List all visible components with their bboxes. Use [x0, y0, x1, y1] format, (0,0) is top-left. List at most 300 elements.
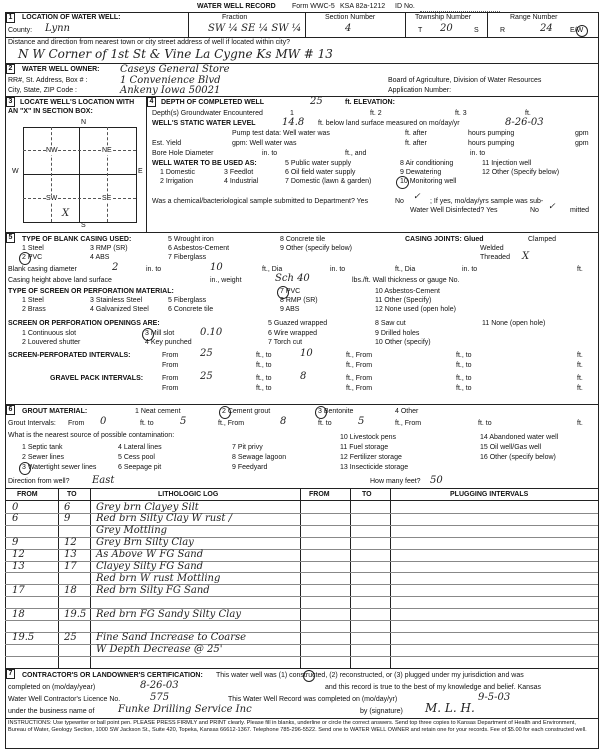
distance-value[interactable]: N W Corner of 1st St & Vine La Cygne Ks MW # 13	[18, 47, 333, 61]
use-2[interactable]: 2 Irrigation	[160, 178, 194, 185]
screen-9[interactable]: 9 ABS	[280, 306, 300, 313]
gi-to3-label: ft. to	[478, 420, 492, 427]
board-label: Board of Agriculture, Division of Water Resources	[388, 77, 542, 84]
township-t: T	[418, 27, 423, 34]
depth-unit: ft. ELEVATION:	[345, 99, 395, 106]
log-row-line	[5, 537, 598, 538]
section-3-number: 3	[6, 97, 15, 107]
gi-from[interactable]: 0	[100, 416, 107, 427]
log-col-line	[390, 488, 391, 668]
casing-8[interactable]: 8 Concrete tile	[280, 236, 326, 243]
spi-from2-label: ft., From	[346, 352, 373, 359]
screen-4[interactable]: 4 Galvanized Steel	[90, 306, 149, 313]
pump-label: Pump test data: Well water was	[232, 130, 330, 137]
chem-label: Was a chemical/bacteriological sample submitted to Department? Yes	[152, 198, 369, 205]
contam-10[interactable]: 10 Livestock pens	[340, 434, 397, 441]
yield-hours: hours pumping	[468, 140, 515, 147]
grid-w: W	[12, 168, 19, 175]
diam-ft[interactable]: 10	[210, 262, 223, 273]
gp-from-label-2: From	[162, 385, 179, 392]
casing-2[interactable]: 2 PVC	[22, 254, 43, 261]
range-value[interactable]: 24	[540, 23, 553, 34]
casing-7[interactable]: 7 Fiberglass	[168, 254, 207, 261]
chem-no-check: ✓	[413, 192, 421, 202]
s1-label: LOCATION OF WATER WELL:	[22, 14, 121, 21]
screen-8[interactable]: 8 RMP (SR)	[280, 297, 318, 304]
use-12[interactable]: 12 Other (Specify below)	[482, 169, 560, 176]
log-from[interactable]: 13	[12, 561, 25, 572]
use-8[interactable]: 8 Air conditioning	[400, 160, 454, 167]
screen-5[interactable]: 5 Fiberglass	[168, 297, 207, 304]
gp-ft-2: ft.	[577, 385, 583, 392]
gp-to2-label-2: ft., to	[456, 385, 472, 392]
record-label: This Water Well Record was completed on (mo/day/yr)	[228, 696, 398, 703]
log-row-line	[5, 620, 598, 621]
contam-14[interactable]: 14 Abandoned water well	[480, 434, 559, 441]
log-desc[interactable]: Red brn FG Sandy Silty Clay	[96, 608, 241, 620]
use-3[interactable]: 3 Feedlot	[224, 169, 254, 176]
threaded-mark: X	[522, 251, 530, 262]
divider	[5, 488, 598, 489]
record-date[interactable]: 9-5-03	[478, 692, 511, 703]
log-desc[interactable]: Clayey Silty FG Sand	[96, 561, 204, 572]
spi-to-label-2: ft., to	[256, 362, 272, 369]
screen-10[interactable]: 10 Asbestos-Cement	[375, 288, 440, 295]
divider	[487, 12, 488, 37]
section-2-number: 2	[6, 64, 15, 74]
s2-label: WATER WELL OWNER:	[22, 66, 100, 73]
section-grid-box[interactable]	[23, 127, 137, 223]
use-11[interactable]: 11 Injection well	[482, 160, 532, 167]
contam-label: What is the nearest source of possible contamination:	[8, 432, 175, 439]
cert-text-2: and this record is true to the best of my knowledge and belief. Kansas	[325, 684, 541, 691]
open-10[interactable]: 10 Other (specify)	[375, 339, 431, 346]
chem-no[interactable]: No	[395, 198, 404, 205]
grout-1[interactable]: 1 Neat cement	[135, 408, 181, 415]
contam-9[interactable]: 9 Feedyard	[232, 464, 268, 471]
grid-line	[23, 150, 136, 151]
swl-label: WELL'S STATIC WATER LEVEL	[152, 120, 256, 127]
diam-in2: in. to	[462, 266, 478, 273]
disinfected-check: ✓	[548, 202, 556, 212]
divider	[5, 404, 598, 405]
diam-to: in. to	[146, 266, 162, 273]
spi-to[interactable]: 10	[300, 348, 313, 359]
open-label: SCREEN OR PERFORATION OPENINGS ARE:	[8, 320, 160, 327]
section-value[interactable]: 4	[345, 23, 352, 34]
gp-to-label: ft., to	[256, 375, 272, 382]
diam-ft2: ft., Dia	[395, 266, 416, 273]
log-col-line	[58, 488, 59, 668]
ksa-number: KSA 82a-1212	[340, 3, 386, 10]
height-in: in., weight	[210, 277, 242, 284]
county-label: County:	[8, 27, 33, 34]
s3-label: LOCATE WELL'S LOCATION WITH	[20, 99, 135, 106]
grid-line	[107, 127, 108, 222]
log-row-line	[5, 608, 598, 609]
open-5[interactable]: 5 Guazed wrapped	[268, 320, 328, 327]
gp-from2-label-2: ft., From	[346, 385, 373, 392]
swl-text: ft. below land surface measured on mo/day/yr	[318, 120, 460, 127]
log-to[interactable]: 6	[64, 501, 71, 513]
spi-label: SCREEN-PERFORATED INTERVALS:	[8, 352, 131, 359]
lic-label: Water Well Contractor's Licence No.	[8, 696, 121, 703]
log-header-litho: LITHOLOGIC LOG	[158, 491, 219, 498]
log-row-line	[5, 561, 598, 562]
grid-se: SE	[102, 195, 112, 202]
divider	[5, 718, 598, 719]
casing-3[interactable]: 3 RMP (SR)	[90, 245, 128, 252]
grid-e: E	[138, 168, 143, 175]
log-row-line	[5, 549, 598, 550]
contam-15[interactable]: 15 Oil well/Gas well	[480, 444, 542, 451]
location-mark: X	[62, 208, 70, 219]
grout-2-circle	[219, 406, 231, 419]
signature[interactable]: M. L. H.	[425, 701, 475, 715]
contam-11[interactable]: 11 Fuel storage	[340, 444, 389, 451]
spi-from2-label-2: ft., From	[346, 362, 373, 369]
log-desc[interactable]: Grey Brn Silty Clay	[96, 537, 194, 549]
log-to[interactable]: 19.5	[64, 608, 87, 620]
log-to[interactable]: 25	[64, 632, 77, 644]
yield-gpm: gpm: Well water was	[232, 140, 297, 147]
divider	[5, 232, 598, 233]
gp-from2-label: ft., From	[346, 375, 373, 382]
use-10[interactable]: 10 Monitoring well	[400, 178, 457, 185]
gi-label: Grout Intervals:	[8, 420, 56, 427]
form-number: Form WWC-5	[292, 3, 335, 10]
depth-value[interactable]: 25	[310, 96, 323, 107]
open-4[interactable]: 4 Key punched	[145, 339, 192, 346]
spi-from[interactable]: 25	[200, 348, 213, 359]
divider	[5, 37, 598, 38]
casing-1[interactable]: 1 Steel	[22, 245, 44, 252]
spi-ft: ft.	[577, 352, 583, 359]
screen-6[interactable]: 6 Concrete tile	[168, 306, 214, 313]
lic-value[interactable]: 575	[150, 692, 170, 703]
township-s: S	[474, 27, 479, 34]
contam-4[interactable]: 4 Lateral lines	[118, 444, 162, 451]
form-title: WATER WELL RECORD	[197, 3, 276, 10]
gi-from2-label: ft., From	[218, 420, 245, 427]
log-from[interactable]: 9	[12, 537, 19, 549]
casing-4[interactable]: 4 ABS	[90, 254, 110, 261]
log-col-line	[90, 488, 91, 668]
gi-end: ft.	[577, 420, 583, 427]
log-desc[interactable]: Grey Mottling	[96, 525, 168, 537]
use-1[interactable]: 1 Domestic	[160, 169, 196, 176]
log-col-line	[300, 488, 301, 668]
log-row-line	[5, 572, 598, 573]
casing-5[interactable]: 5 Wrought iron	[168, 236, 214, 243]
log-desc[interactable]: As Above W FG Sand	[96, 549, 204, 561]
section-4-number: 4	[147, 97, 156, 107]
yield-after: ft. after	[405, 140, 427, 147]
chem-mitted: mitted	[570, 207, 590, 214]
weight-rest: lbs./ft. Wall thickness or gauge No.	[352, 277, 460, 284]
grid-s: S	[81, 222, 86, 229]
contam-12[interactable]: 12 Fertilizer storage	[340, 454, 402, 461]
log-to[interactable]: 9	[64, 513, 71, 525]
s3-label-2: AN "X" IN SECTION BOX:	[8, 108, 93, 115]
completed-value[interactable]: 8-26-03	[140, 680, 179, 691]
log-row-line	[5, 596, 598, 597]
dir-value[interactable]: East	[92, 475, 115, 486]
diam-rest: ft., Dia	[262, 266, 283, 273]
gi-to-label: ft. to	[140, 420, 154, 427]
divider	[5, 63, 598, 64]
township-label: Township Number	[415, 14, 472, 21]
log-to[interactable]: 17	[64, 561, 77, 572]
slot-size[interactable]: 0.10	[200, 327, 223, 338]
grid-line	[51, 127, 52, 222]
business-value[interactable]: Funke Drilling Service Inc	[118, 704, 252, 715]
log-row-line	[5, 656, 598, 657]
use-10-circle	[396, 176, 409, 189]
section-6-number: 6	[6, 405, 15, 415]
log-header-plug: PLUGGING INTERVALS	[450, 491, 529, 498]
divider	[305, 12, 306, 37]
joints-clamped[interactable]: Clamped	[528, 236, 557, 243]
business-label: under the business name of	[8, 708, 95, 715]
log-from[interactable]: 19.5	[12, 632, 35, 644]
gi-to2[interactable]: 5	[358, 416, 365, 427]
log-header-from: FROM	[17, 491, 38, 498]
section-5-number: 5	[6, 233, 15, 243]
casing-9[interactable]: 9 Other (specify below)	[280, 245, 352, 252]
county-value[interactable]: Lynn	[45, 23, 70, 34]
section-1-number: 1	[6, 13, 15, 23]
gw-3: ft. 3	[455, 110, 467, 117]
log-desc[interactable]: Red brn Silty Clay W rust /	[96, 513, 232, 525]
log-header-to2: TO	[362, 491, 372, 498]
log-from[interactable]: 12	[12, 549, 25, 561]
gp-from[interactable]: 25	[200, 371, 213, 382]
contam-13[interactable]: 13 Insecticide storage	[340, 464, 409, 471]
gw-1: 1	[290, 110, 294, 117]
grout-3-circle	[315, 406, 327, 419]
divider	[405, 12, 406, 37]
gw-2: ft. 2	[370, 110, 382, 117]
contam-7[interactable]: 7 Pit privy	[232, 444, 263, 451]
pump-gpm: gpm	[575, 130, 589, 137]
screen-12[interactable]: 12 None used (open hole)	[375, 306, 456, 313]
casing-label: TYPE OF BLANK CASING USED:	[22, 236, 132, 243]
divider	[188, 12, 189, 37]
gi-to[interactable]: 5	[180, 416, 187, 427]
grout-4[interactable]: 4 Other	[395, 408, 419, 415]
log-desc[interactable]: Grey brn Clayey Silt	[96, 501, 199, 513]
gp-from-label: From	[162, 375, 179, 382]
casing-2-circle	[19, 252, 31, 265]
contam-6[interactable]: 6 Seepage pit	[118, 464, 162, 471]
open-8[interactable]: 8 Saw cut	[375, 320, 406, 327]
joints-welded[interactable]: Welded	[480, 245, 504, 252]
diam-label: Blank casing diameter	[8, 266, 77, 273]
screen-label: TYPE OF SCREEN OR PERFORATION MATERIAL:	[8, 288, 174, 295]
grid-sw: SW	[46, 195, 58, 202]
diam-in: in. to	[330, 266, 346, 273]
use-4[interactable]: 4 Industrial	[224, 178, 259, 185]
open-6[interactable]: 6 Wire wrapped	[268, 330, 318, 337]
city-value[interactable]: Ankeny Iowa 50021	[120, 85, 221, 96]
bore-in: in. to	[262, 150, 278, 157]
range-e-circle	[576, 25, 588, 37]
chem-if: ; If yes, mo/day/yrs sample was sub-	[430, 198, 544, 205]
section-label: Section Number	[325, 14, 376, 21]
log-desc[interactable]: W Depth Decrease @ 25'	[96, 644, 223, 656]
height-label: Casing height above land surface	[8, 277, 112, 284]
log-to[interactable]: 18	[64, 584, 77, 596]
log-row-line	[5, 513, 598, 514]
city-label: City, State, ZIP Code :	[8, 87, 77, 94]
joints-threaded[interactable]: Threaded	[480, 254, 510, 261]
grid-nw: NW	[46, 147, 58, 154]
open-9[interactable]: 9 Drilled holes	[375, 330, 420, 337]
gp-ft: ft.	[577, 375, 583, 382]
divider	[5, 96, 598, 97]
contam-5[interactable]: 5 Cess pool	[118, 454, 155, 461]
grout-3[interactable]: 3 Bentonite	[318, 408, 354, 415]
swl-value[interactable]: 14.8	[282, 117, 305, 128]
open-3[interactable]: 3 Mill slot	[145, 330, 175, 337]
completed-label: completed on (mo/day/year)	[8, 684, 96, 691]
contam-8[interactable]: 8 Sewage lagoon	[232, 454, 287, 461]
spi-to2-label-2: ft., to	[456, 362, 472, 369]
contam-3-circle	[19, 462, 31, 475]
diam-ft3: ft.	[577, 266, 583, 273]
howmany-label: How many feet?	[370, 478, 421, 485]
use-label: WELL WATER TO BE USED AS:	[152, 160, 257, 167]
grid-n: N	[81, 119, 87, 126]
swl-date[interactable]: 8-26-03	[505, 117, 544, 128]
open-11[interactable]: 11 None (open hole)	[482, 320, 546, 327]
gp-to2-label: ft., to	[456, 375, 472, 382]
gp-to[interactable]: 8	[300, 371, 307, 382]
log-to[interactable]: 12	[64, 537, 77, 549]
grout-label: GROUT MATERIAL:	[22, 408, 88, 415]
gp-label: GRAVEL PACK INTERVALS:	[50, 375, 144, 382]
contam-1[interactable]: 1 Septic tank	[22, 444, 63, 451]
grout-2[interactable]: 2 Cement grout	[222, 408, 271, 415]
instructions: INSTRUCTIONS: Use typewriter or ball point pen. PLEASE PRESS FIRMLY and PRINT clearly. Please fill in blanks, underline or circle the correct answers. Send top three copies to Kansas Department of Health and Environment, Bureau of Water, Geology Section, 1000 SW Jackson St., Suite 420, Topeka, Kansas 66612-1367. Telephone 785-296-5522. Send one to WATER WELL OWNER and retain one for your records. Fee of $5.00 for each constructed well.	[8, 720, 587, 733]
screen-1[interactable]: 1 Steel	[22, 297, 44, 304]
log-row-line	[5, 584, 598, 585]
open-7[interactable]: 7 Torch cut	[268, 339, 303, 346]
open-2[interactable]: 2 Louvered shutter	[22, 339, 81, 346]
fraction-value[interactable]: SW ¼ SE ¼ SW ¼	[208, 23, 302, 34]
fraction-label: Fraction	[222, 14, 248, 21]
range-label: Range Number	[510, 14, 558, 21]
range-r: R	[500, 27, 506, 34]
disinfected-no[interactable]: No	[530, 207, 539, 214]
contam-2[interactable]: 2 Sewer lines	[22, 454, 65, 461]
owner-value[interactable]: Caseys General Store	[120, 64, 230, 75]
contam-3[interactable]: 3 Watertight sewer lines	[22, 464, 97, 471]
divider	[5, 500, 598, 501]
spi-to2-label: ft., to	[456, 352, 472, 359]
log-from[interactable]: 0	[12, 501, 19, 513]
contam-16[interactable]: 16 Other (specify below)	[480, 454, 556, 461]
gi-to2-label: ft. to	[318, 420, 332, 427]
cert-text-1: This water well was (1) constructed, (2) reconstructed, or (3) plugged under my jurisdiction and was	[216, 672, 524, 679]
by-label: by (signature)	[360, 708, 403, 715]
spi-to-label: ft., to	[256, 352, 272, 359]
log-desc[interactable]: Red brn W rust Mottling	[96, 572, 221, 584]
divider	[5, 668, 598, 669]
screen-2[interactable]: 2 Brass	[22, 306, 46, 313]
spi-from-label-2: From	[162, 362, 179, 369]
joints-label: CASING JOINTS: Glued	[405, 236, 484, 243]
open-1[interactable]: 1 Continuous slot	[22, 330, 77, 337]
appno-label: Application Number:	[388, 87, 452, 94]
use-9[interactable]: 9 Dewatering	[400, 169, 442, 176]
rr-label: RR#, St. Address, Box # :	[8, 77, 88, 84]
log-row-line	[5, 632, 598, 633]
casing-6[interactable]: 6 Asbestos-Cement	[168, 245, 230, 252]
diam-value[interactable]: 2	[112, 262, 119, 273]
yield-gpm-end: gpm	[575, 140, 589, 147]
use-6[interactable]: 6 Oil field water supply	[285, 169, 356, 176]
log-desc[interactable]: Fine Sand Increase to Coarse	[96, 632, 247, 644]
use-5[interactable]: 5 Public water supply	[285, 160, 352, 167]
bore-in2: in. to	[470, 150, 486, 157]
divider	[146, 96, 147, 232]
log-from[interactable]: 18	[12, 608, 25, 620]
gi-from2[interactable]: 8	[280, 416, 287, 427]
screen-3[interactable]: 3 Stainless Steel	[90, 297, 143, 304]
gw-end: ft.	[525, 110, 531, 117]
grid-line	[23, 198, 136, 199]
bore-label: Bore Hole Diameter	[152, 150, 214, 157]
section-7-number: 7	[6, 669, 15, 679]
gw-label: Depth(s) Groundwater Encountered	[152, 110, 263, 117]
rr-value[interactable]: 1 Convenience Blvd	[120, 75, 221, 86]
log-to[interactable]: 13	[64, 549, 77, 561]
log-row-line	[5, 525, 598, 526]
range-ew: E/W	[570, 27, 584, 34]
township-value[interactable]: 20	[440, 23, 453, 34]
gi-from-label: From	[68, 420, 85, 427]
gi-from3-label: ft., From	[395, 420, 422, 427]
bore-ft: ft., and	[345, 150, 367, 157]
id-no-label: ID No.	[395, 3, 415, 10]
grid-ne: NE	[102, 147, 112, 154]
constructed-circle	[303, 670, 315, 682]
howmany-value[interactable]: 50	[430, 475, 443, 486]
spi-from-label: From	[162, 352, 179, 359]
log-row-line	[5, 644, 598, 645]
grid-line	[23, 174, 136, 175]
use-7[interactable]: 7 Domestic (lawn & garden)	[285, 178, 372, 185]
log-header-from2: FROM	[309, 491, 330, 498]
log-from[interactable]: 17	[12, 584, 25, 596]
distance-label: Distance and direction from nearest town or city street address of well if located within city?	[8, 39, 291, 46]
cert-label: CONTRACTOR'S OR LANDOWNER'S CERTIFICATION:	[22, 672, 203, 679]
pump-after: ft. after	[405, 130, 427, 137]
yield-label: Est. Yield	[152, 140, 182, 147]
screen-11[interactable]: 11 Other (Specify)	[375, 297, 432, 304]
log-desc[interactable]: Red brn Silty FG Sand	[96, 584, 210, 596]
weight-value[interactable]: Sch 40	[275, 273, 310, 284]
dir-label: Direction from well?	[8, 478, 70, 485]
pump-hours: hours pumping	[468, 130, 515, 137]
log-from[interactable]: 6	[12, 513, 19, 525]
disinfected-label: Water Well Disinfected? Yes	[410, 207, 498, 214]
log-header-to: TO	[67, 491, 77, 498]
depth-label: DEPTH OF COMPLETED WELL	[161, 99, 265, 106]
screen-7[interactable]: 7 PVC	[280, 288, 301, 295]
